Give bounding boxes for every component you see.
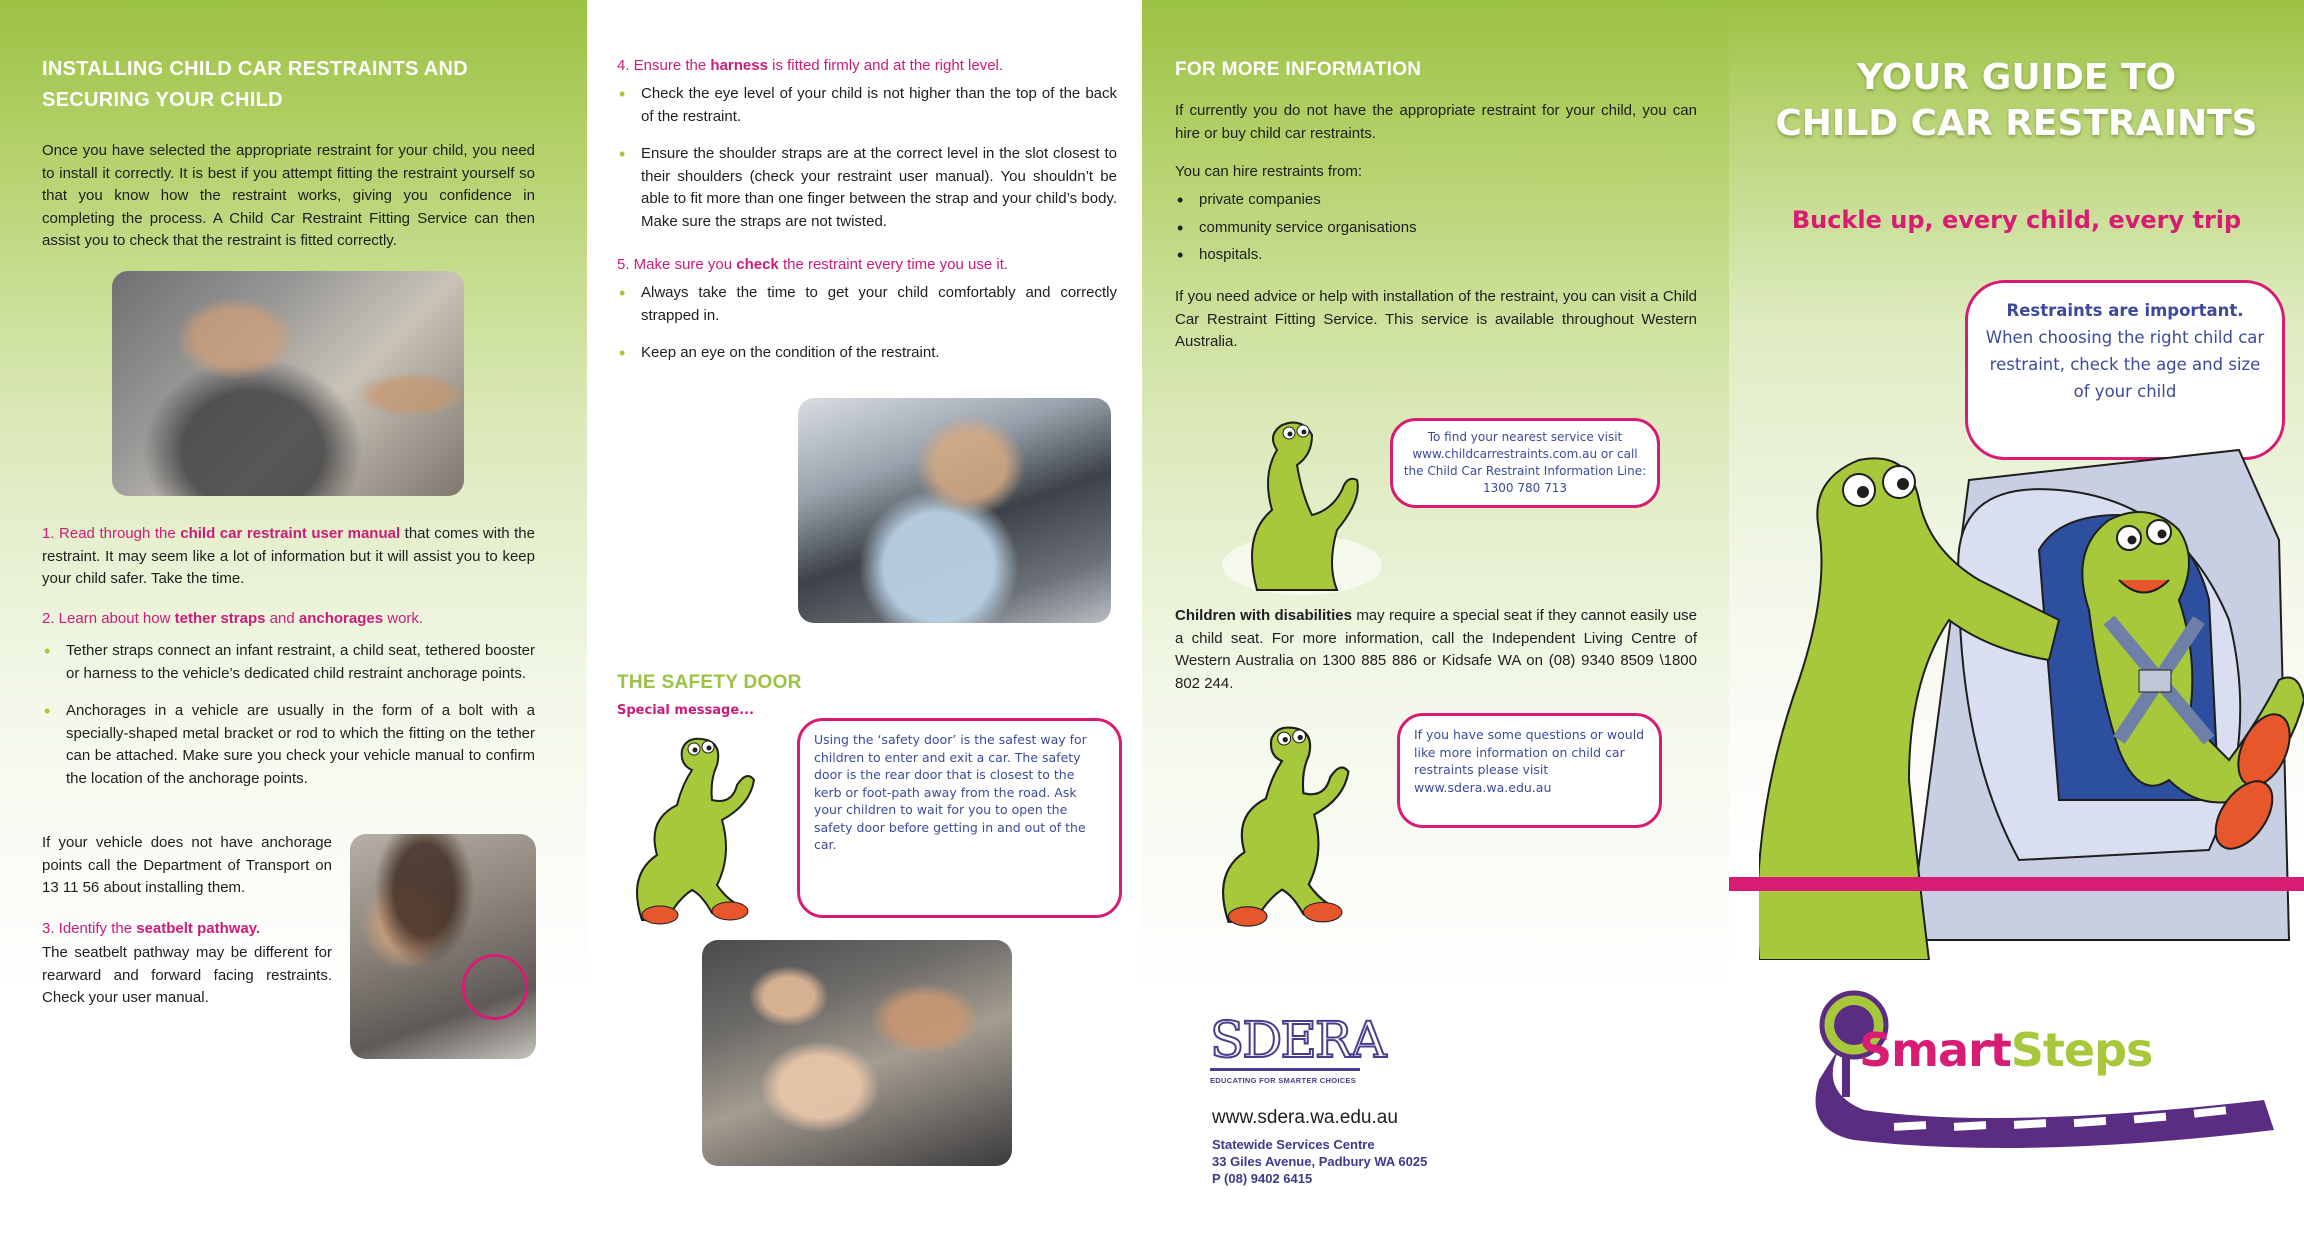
bullet-text: Always take the time to get your child comfortably and correctly strapped in.: [641, 284, 1117, 324]
brand-steps: Steps: [2010, 1023, 2153, 1077]
step2-bullets: [42, 640, 535, 805]
step4-heading: [617, 55, 1117, 78]
list-item: • Check the eye level of your child is not higher than the top of the back of the restraint.: [619, 84, 1117, 125]
step2-suffix: work.: [383, 610, 424, 627]
lizard-waving-icon: [1217, 415, 1387, 595]
more-info-p1: If currently you do not have the appropriate restraint for your child, you can hire or buy child car restraints.: [1175, 102, 1697, 142]
bullet-text: Ensure the shoulder straps are at the correct level in the slot closest to their shoulders (check your restraint user manual). You shouldn’t be able to fit more than one finger between the strap and your child’s body. Make sure the straps are not twisted.: [641, 145, 1117, 230]
cover-title-line1: YOUR GUIDE TO: [1856, 57, 2177, 98]
list-item: • Ensure the shoulder straps are at the correct level in the slot closest to their shoulders (check your restraint user manual). You shouldn’t be able to fit more than one finger between the strap and your child’s body. Make sure the straps are not twisted.: [619, 144, 1117, 230]
list-item: • private companies: [1177, 190, 1321, 210]
bullet-text: Anchorages in a vehicle are usually in the form of a bolt with a specially-shaped metal bracket or rod to which the fitting on the tether can be attached. Make sure you check your vehicle manual to confirm the location of the anchorage points.: [66, 702, 535, 787]
more-info-p2: You can hire restraints from:: [1175, 163, 1363, 180]
panel-harness: [587, 0, 1142, 1241]
disabilities-text: [1175, 605, 1697, 695]
sdera-logo-text: SDERA: [1210, 1011, 1385, 1069]
photo-check-restraint: [798, 398, 1111, 623]
step3-text: The seatbelt pathway may be different for rearward and forward facing restraints. Check your user manual.: [42, 944, 332, 1006]
sdera-logo-tagline: EDUCATING FOR SMARTER CHOICES: [1210, 1076, 1357, 1085]
step5-heading: [617, 254, 1117, 277]
step5-bullets: [617, 282, 1117, 380]
step2-and: and: [265, 610, 299, 627]
bullet-text: hospitals.: [1199, 246, 1263, 263]
website-link[interactable]: www.sdera.wa.edu.au: [1212, 1107, 1398, 1128]
step2-anchorages: anchorages: [298, 610, 384, 627]
sdera-logo: [1210, 1011, 1385, 1085]
lizard-mascot-icon: [622, 725, 762, 925]
smartsteps-logo-text: [1859, 1023, 2152, 1077]
list-item: • Anchorages in a vehicle are usually in the form of a bolt with a specially-shaped metal bracket or rod to which the fitting on the tether can be attached. Make sure you check your vehicle manual to confirm the location of the anchorage points.: [44, 701, 535, 787]
panel-installing: [0, 0, 587, 1241]
questions-bubble: If you have some questions or would like more information on child car restraints please visit www.sdera.wa.edu.au: [1397, 713, 1662, 828]
cover-title-line2: CHILD CAR RESTRAINTS: [1775, 103, 2258, 144]
step1: [42, 523, 535, 591]
anchorage-note: If your vehicle does not have anchorage points call the Department of Transport on 13 11 56 about installing them.: [42, 834, 332, 896]
photo-family-car: [702, 940, 1012, 1166]
list-item: • Tether straps connect an infant restraint, a child seat, tethered booster or harness to the vehicle’s dedicated child restraint anchorage points.: [44, 641, 535, 682]
bullet-text: Keep an eye on the condition of the restraint.: [641, 344, 940, 361]
list-item: • community service organisations: [1177, 217, 1417, 238]
step1-highlight: child car restraint user manual: [180, 525, 401, 542]
hire-list: [1175, 189, 1697, 272]
step4-prefix: 4. Ensure the: [617, 57, 711, 74]
step5-suffix: the restraint every time you use it.: [778, 256, 1009, 273]
more-info-title: FOR MORE INFORMATION: [1175, 59, 1422, 80]
step4-highlight: harness: [710, 57, 768, 74]
bullet-text: Tether straps connect an infant restraint, a child seat, tethered booster or harness to the vehicle’s dedicated child restraint anchorage points.: [66, 642, 535, 682]
list-item: • hospitals.: [1177, 245, 1263, 265]
more-info-p3: If you need advice or help with installation of the restraint, you can visit a Child Car Restraint Fitting Service. This service is available throughout Western Australia.: [1175, 288, 1697, 350]
pink-divider: [1729, 877, 2304, 891]
step5-highlight: check: [736, 256, 779, 273]
panel1-title-line2: SECURING YOUR CHILD: [42, 89, 283, 111]
safety-door-subtitle: Special message...: [617, 703, 754, 718]
step1-prefix: 1. Read through the: [42, 525, 181, 542]
panel1-intro: Once you have selected the appropriate restraint for your child, you need to install it correctly. It is best if you attempt fitting the restraint yourself so that you know how the restraint works, giving you confidence in completing the process. A Child Car Restraint Fitting Service can then assist you to check that the restraint is fitted correctly.: [42, 142, 535, 249]
bullet-text: Check the eye level of your child is not higher than the top of the back of the restraint.: [641, 85, 1117, 125]
photo-fitting-service: [112, 271, 464, 496]
step4-suffix: is fitted firmly and at the right level.: [767, 57, 1004, 74]
cover-bubble-bold: Restraints are important.: [2006, 301, 2244, 320]
list-item: • Always take the time to get your child comfortably and correctly strapped in.: [619, 283, 1117, 324]
photo-seatbelt-pathway: [350, 834, 536, 1059]
step1-rest: that comes with the restraint. It may seem like a lot of information but it will assist you to keep your child safer. Take the time.: [42, 525, 535, 587]
cover-title: [1729, 55, 2304, 147]
highlight-circle: [462, 954, 528, 1020]
panel-cover: [1729, 0, 2304, 1241]
address-line2: 33 Giles Avenue, Padbury WA 6025: [1212, 1154, 1428, 1169]
list-item: • Keep an eye on the condition of the restraint.: [619, 343, 940, 363]
cover-bubble-text: When choosing the right child car restraint, check the age and size of your child: [1985, 328, 2265, 401]
step3-highlight: seatbelt pathway.: [136, 920, 261, 937]
panel1-title: [42, 54, 562, 116]
disabilities-rest: may require a special seat if they cannot easily use a child seat. For more information, call the Independent Living Centre of Western Australia on 1300 885 886 or Kidsafe WA on (08) 9340 8509 \1800 802 244.: [1175, 607, 1697, 692]
cover-tagline: Buckle up, every child, every trip: [1791, 206, 2242, 234]
safety-door-title: THE SAFETY DOOR: [617, 672, 802, 693]
brand-smart: Smart: [1859, 1023, 2011, 1077]
address-line1: Statewide Services Centre: [1212, 1137, 1375, 1152]
lizard-mascot-icon: [1207, 705, 1357, 935]
step4-bullets: [617, 83, 1117, 248]
address-phone: P (08) 9402 6415: [1212, 1171, 1313, 1186]
step2-prefix: 2. Learn about how: [42, 610, 175, 627]
step3-heading: [42, 918, 332, 941]
bullet-text: private companies: [1199, 191, 1321, 208]
panel-more-info: [1142, 0, 1729, 1241]
disabilities-bold: Children with disabilities: [1175, 607, 1352, 624]
bullet-text: community service organisations: [1199, 218, 1417, 236]
service-bubble: To find your nearest service visit www.childcarrestraints.com.au or call the Child Car Restraint Information Line: 1300 780 713: [1390, 418, 1660, 508]
step2-tether: tether straps: [174, 610, 266, 627]
address-block: [1212, 1136, 1427, 1187]
step3-prefix: 3. Identify the: [42, 920, 137, 937]
step2-heading: [42, 608, 535, 631]
step5-prefix: 5. Make sure you: [617, 256, 737, 273]
panel1-title-line1: INSTALLING CHILD CAR RESTRAINTS AND: [42, 58, 469, 80]
safety-door-bubble: Using the ‘safety door’ is the safest way for children to enter and exit a car. The safety door is the rear door that is closest to the kerb or foot-path away from the road. Ask your children to wait for you to open the safety door before getting in and out of the car.: [797, 718, 1122, 918]
